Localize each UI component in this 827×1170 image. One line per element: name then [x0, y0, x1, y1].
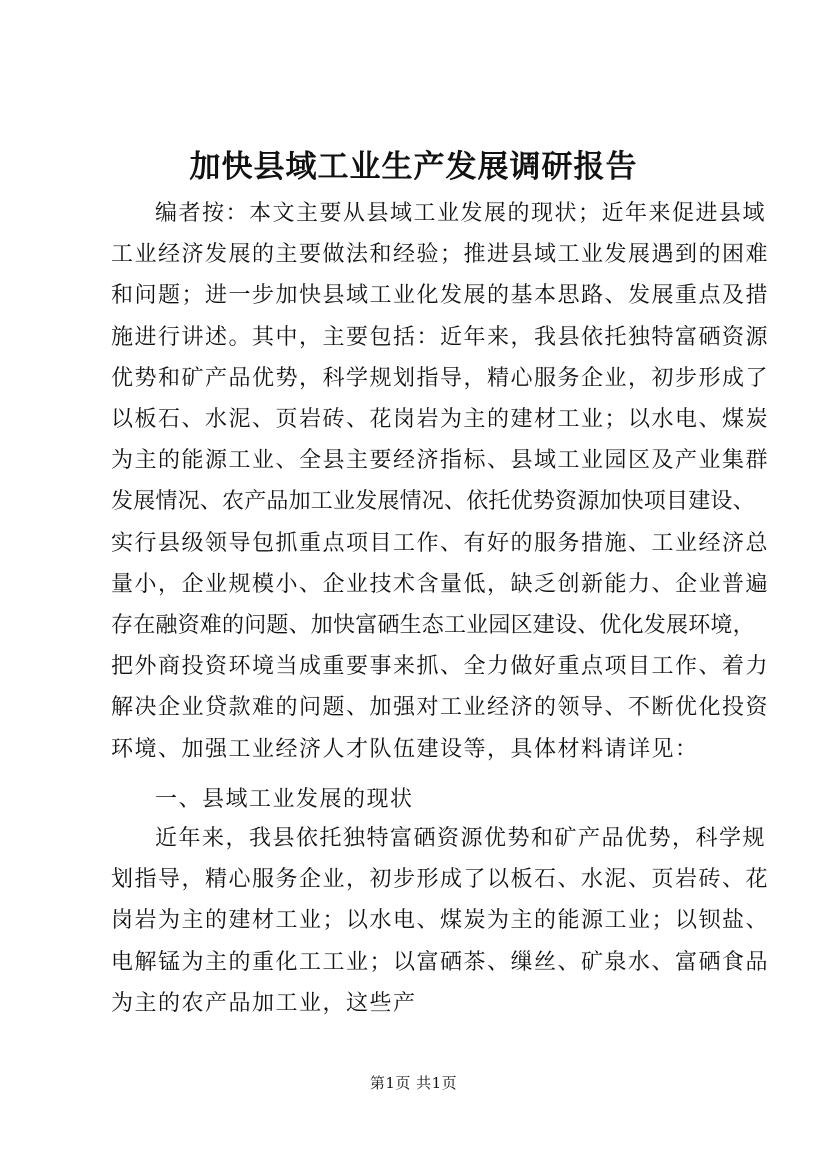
paragraph-line: 解决企业贷款难的问题、加强对工业经济的领导、不断优化投资 [111, 695, 770, 721]
paragraph-line: 量小，企业规模小、企业技术含量低，缺乏创新能力、企业普遍 [111, 571, 770, 597]
paragraph-line: 环境、加强工业经济人才队伍建设等，具体材料请详见： [111, 736, 699, 762]
paragraph-line: 编者按：本文主要从县域工业发展的现状；近年来促进县域 [155, 201, 767, 226]
paragraph-line: 实行县级领导包抓重点项目工作、有好的服务措施、工业经济总 [111, 530, 770, 556]
body-paragraph [111, 818, 770, 1024]
paragraph-line: 划指导，精心服务企业，初步形成了以板石、水泥、页岩砖、花 [111, 867, 770, 893]
paragraph-line: 岗岩为主的建材工业；以水电、煤炭为主的能源工业；以钡盐、 [111, 908, 770, 934]
paragraph-line: 为主的能源工业、全县主要经济指标、县域工业园区及产业集群 [111, 448, 770, 474]
paragraph-line: 和问题；进一步加快县域工业化发展的基本思路、发展重点及措 [111, 283, 770, 309]
paragraph-line: 近年来，我县依托独特富硒资源优势和矿产品优势，科学规 [155, 826, 767, 851]
document-title: 加快县域工业生产发展调研报告 [189, 149, 638, 185]
editor-note-paragraph [111, 193, 770, 770]
paragraph-line: 发展情况、农产品加工业发展情况、依托优势资源加快项目建设、 [111, 489, 755, 515]
paragraph-line: 为主的农产品加工业，这些产 [111, 990, 417, 1016]
paragraph-line: 电解锰为主的重化工工业；以富硒茶、缫丝、矿泉水、富硒食品 [111, 949, 770, 975]
paragraph-line: 施进行讲述。其中，主要包括：近年来，我县依托独特富硒资源 [111, 324, 770, 350]
section-heading: 一、县域工业发展的现状 [155, 787, 414, 812]
paragraph-line: 工业经济发展的主要做法和经验；推进县域工业发展遇到的困难 [111, 242, 770, 268]
paragraph-line: 存在融资难的问题、加快富硒生态工业园区建设、优化发展环境， [111, 613, 755, 639]
page-footer: 第1页 共1页 [369, 1074, 458, 1092]
paragraph-line: 把外商投资环境当成重要事来抓、全力做好重点项目工作、着力 [111, 654, 770, 680]
paragraph-line: 以板石、水泥、页岩砖、花岗岩为主的建材工业；以水电、煤炭 [111, 407, 770, 433]
paragraph-line: 优势和矿产品优势，科学规划指导，精心服务企业，初步形成了 [111, 365, 770, 391]
